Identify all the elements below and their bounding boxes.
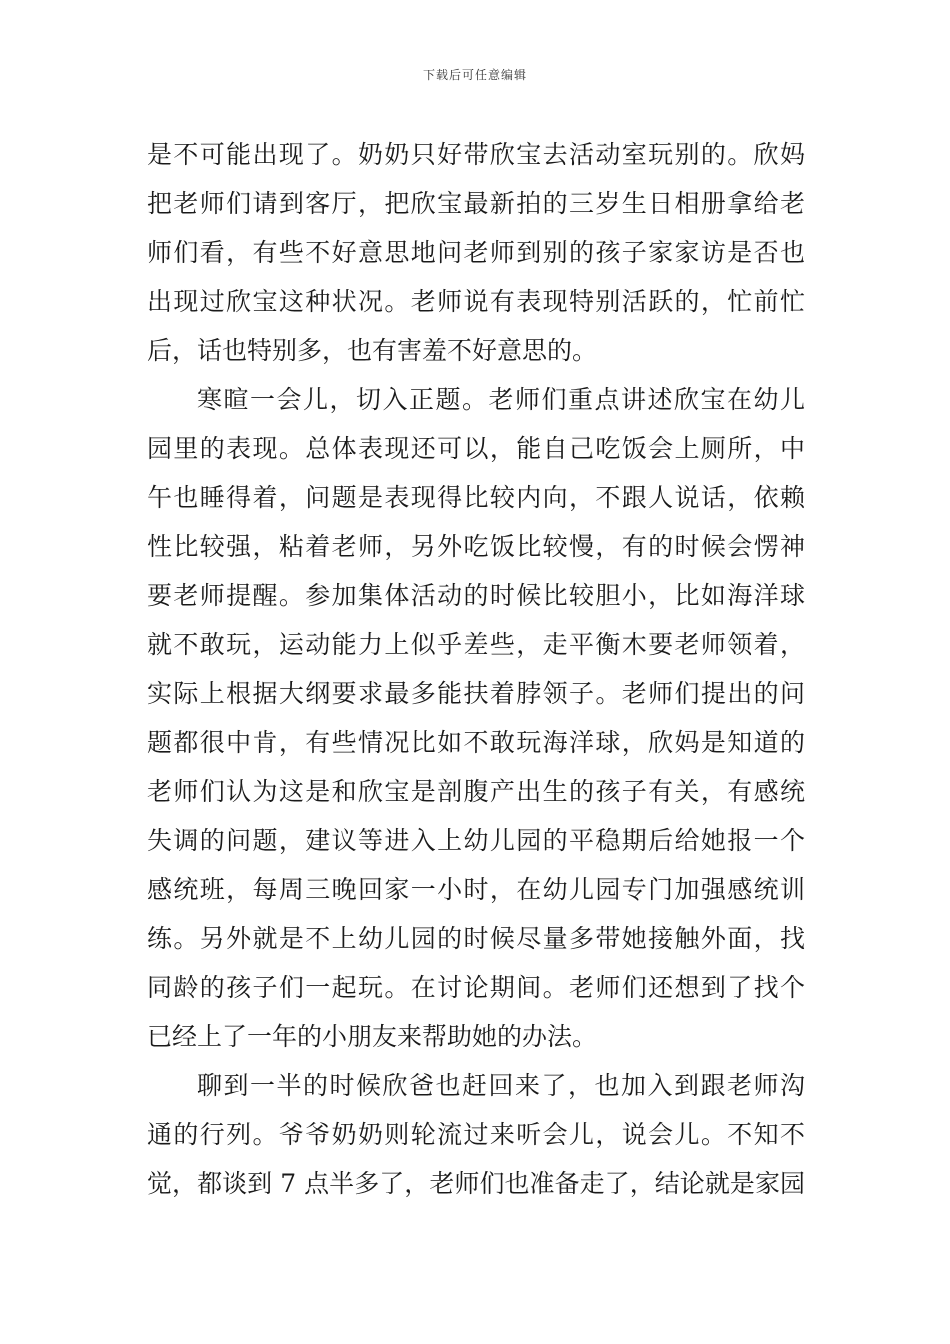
text-line: 实际上根据大纲要求最多能扶着脖领子。老师们提出的问 bbox=[147, 679, 805, 708]
text-line: 午也睡得着，问题是表现得比较内向，不跟人说话，依赖 bbox=[147, 483, 805, 512]
text-line: 失调的问题，建议等进入上幼儿园的平稳期后给她报一个 bbox=[147, 826, 805, 855]
text-line: 通的行列。爷爷奶奶则轮流过来听会儿，说会儿。不知不 bbox=[147, 1120, 805, 1149]
text-line: 师们看，有些不好意思地问老师到别的孩子家家访是否也 bbox=[147, 238, 805, 267]
text-line: 要老师提醒。参加集体活动的时候比较胆小，比如海洋球 bbox=[147, 581, 805, 610]
text-line: 出现过欣宝这种状况。老师说有表现特别活跃的，忙前忙 bbox=[147, 287, 805, 316]
text-line: 性比较强，粘着老师，另外吃饭比较慢，有的时候会愣神 bbox=[147, 532, 805, 561]
text-line: 觉，都谈到 7 点半多了，老师们也准备走了，结论就是家园 bbox=[147, 1169, 805, 1198]
text-line: 老师们认为这是和欣宝是剖腹产出生的孩子有关，有感统 bbox=[147, 777, 805, 806]
paragraph-first-line: 聊到一半的时候欣爸也赶回来了，也加入到跟老师沟 bbox=[197, 1071, 805, 1100]
text-line: 练。另外就是不上幼儿园的时候尽量多带她接触外面，找 bbox=[147, 924, 805, 953]
paragraph-first-line: 寒暄一会儿，切入正题。老师们重点讲述欣宝在幼儿 bbox=[197, 385, 805, 414]
text-line: 感统班，每周三晚回家一小时，在幼儿园专门加强感统训 bbox=[147, 875, 805, 904]
text-line: 园里的表现。总体表现还可以，能自己吃饭会上厕所，中 bbox=[147, 434, 805, 463]
text-line: 后，话也特别多，也有害羞不好意思的。 bbox=[147, 336, 598, 365]
page-header: 下载后可任意编辑 bbox=[422, 68, 527, 82]
text-line: 就不敢玩，运动能力上似乎差些，走平衡木要老师领着， bbox=[147, 630, 805, 659]
text-line: 题都很中肯，有些情况比如不敢玩海洋球，欣妈是知道的 bbox=[147, 728, 805, 757]
text-line: 是不可能出现了。奶奶只好带欣宝去活动室玩别的。欣妈 bbox=[147, 140, 805, 169]
text-line: 同龄的孩子们一起玩。在讨论期间。老师们还想到了找个 bbox=[147, 973, 805, 1002]
document-body bbox=[147, 130, 805, 1208]
text-line: 把老师们请到客厅，把欣宝最新拍的三岁生日相册拿给老 bbox=[147, 189, 805, 218]
text-line: 已经上了一年的小朋友来帮助她的办法。 bbox=[147, 1022, 598, 1051]
